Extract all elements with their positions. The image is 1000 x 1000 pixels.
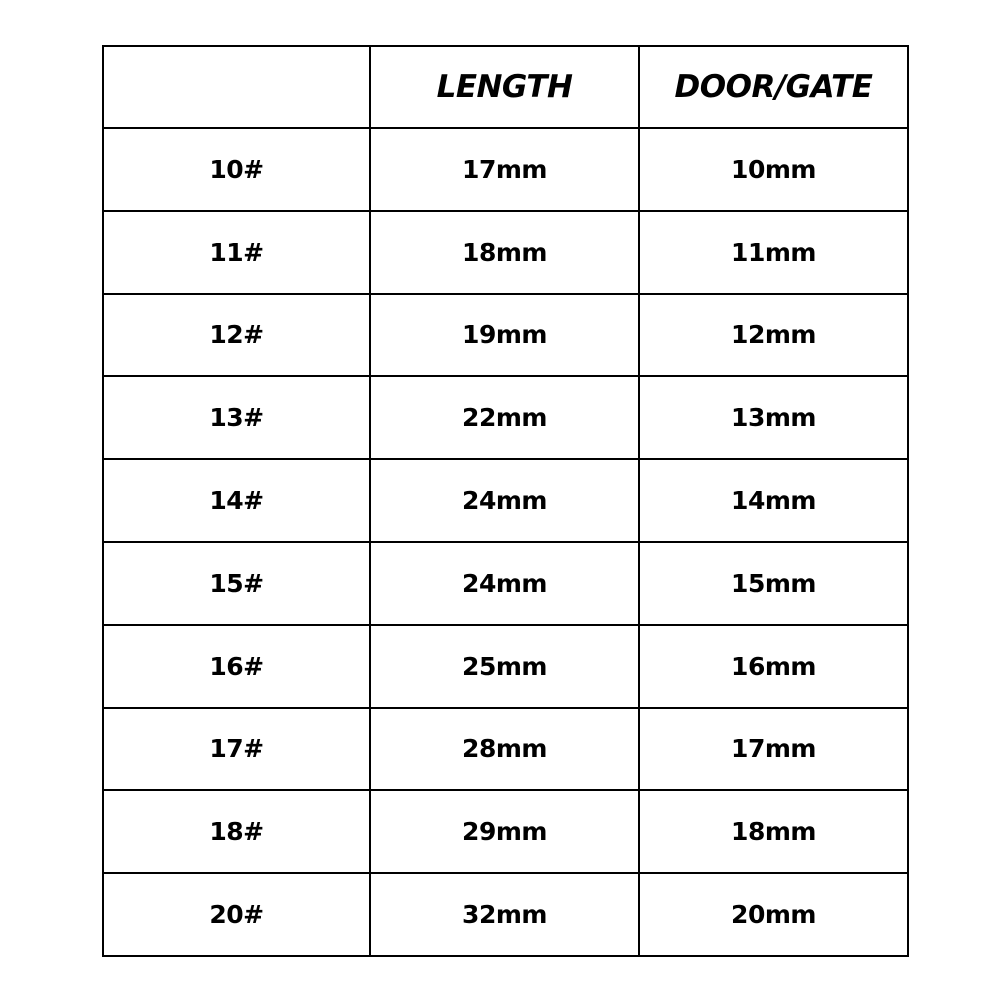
table-row: [103, 459, 908, 542]
header-cell-door-gate: DOOR/GATE: [639, 46, 908, 128]
length-cell: 24mm: [370, 459, 639, 542]
table-header-row: [103, 46, 908, 128]
size-cell: 13#: [103, 376, 370, 459]
size-cell: 20#: [103, 873, 370, 956]
table-row: [103, 294, 908, 377]
door-gate-cell: 15mm: [639, 542, 908, 625]
size-cell: 11#: [103, 211, 370, 294]
door-gate-cell: 14mm: [639, 459, 908, 542]
header-cell-size: [103, 46, 370, 128]
length-cell: 18mm: [370, 211, 639, 294]
door-gate-cell: 12mm: [639, 294, 908, 377]
size-cell: 14#: [103, 459, 370, 542]
size-cell: 15#: [103, 542, 370, 625]
length-cell: 22mm: [370, 376, 639, 459]
size-chart-table: [102, 45, 909, 957]
table-row: [103, 625, 908, 708]
size-cell: 18#: [103, 790, 370, 873]
length-cell: 28mm: [370, 708, 639, 791]
length-cell: 17mm: [370, 128, 639, 211]
door-gate-cell: 13mm: [639, 376, 908, 459]
table-row: [103, 542, 908, 625]
table-row: [103, 211, 908, 294]
door-gate-cell: 16mm: [639, 625, 908, 708]
length-cell: 25mm: [370, 625, 639, 708]
length-cell: 29mm: [370, 790, 639, 873]
door-gate-cell: 17mm: [639, 708, 908, 791]
door-gate-cell: 20mm: [639, 873, 908, 956]
table-row: [103, 873, 908, 956]
table-row: [103, 708, 908, 791]
door-gate-cell: 11mm: [639, 211, 908, 294]
table-row: [103, 790, 908, 873]
size-cell: 12#: [103, 294, 370, 377]
door-gate-cell: 10mm: [639, 128, 908, 211]
length-cell: 24mm: [370, 542, 639, 625]
size-cell: 17#: [103, 708, 370, 791]
header-cell-length: LENGTH: [370, 46, 639, 128]
size-cell: 10#: [103, 128, 370, 211]
length-cell: 19mm: [370, 294, 639, 377]
door-gate-cell: 18mm: [639, 790, 908, 873]
size-cell: 16#: [103, 625, 370, 708]
table-row: [103, 128, 908, 211]
table-row: [103, 376, 908, 459]
length-cell: 32mm: [370, 873, 639, 956]
